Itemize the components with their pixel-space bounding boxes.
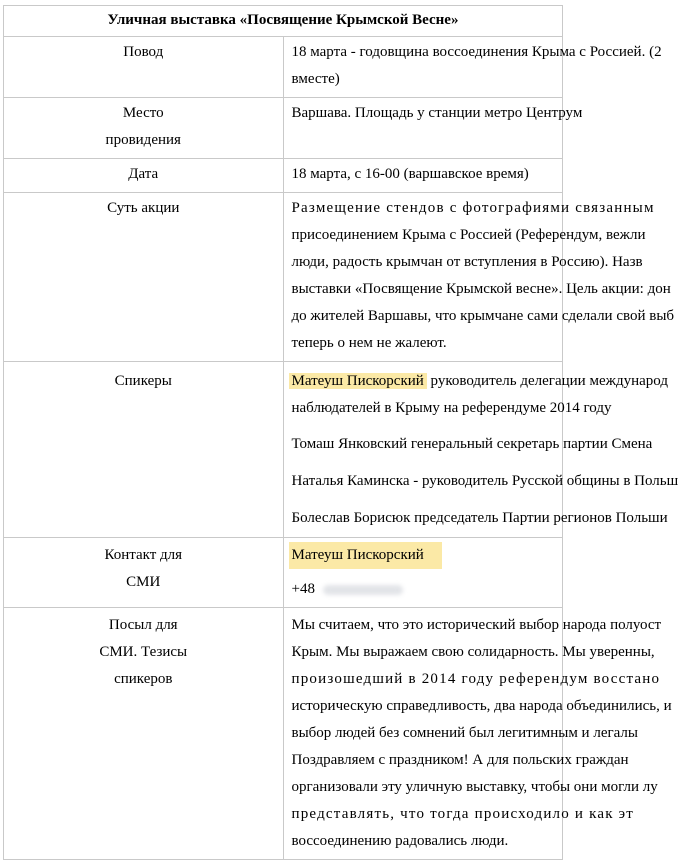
- label-message: [4, 608, 284, 860]
- speaker-line: [291, 368, 668, 395]
- speaker-role: руководитель делегации международ: [426, 373, 668, 389]
- value-essence: [283, 193, 675, 362]
- reason-line: 18 марта - годовщина воссоединения Крыма с Россией. (2: [291, 44, 662, 60]
- message-line: представлять, что тогда происходило и как эт: [291, 806, 635, 822]
- value-speakers: [283, 362, 678, 538]
- value-place: Варшава. Площадь у станции метро Центрум: [283, 98, 563, 159]
- speaker-name-highlight: Матеуш Пискорский: [289, 373, 427, 389]
- message-line: Поздравляем с праздником! А для польских граждан: [291, 752, 629, 768]
- essence-line: до жителей Варшавы, что крымчане сами сделали свой выб: [291, 308, 675, 324]
- speaker-line: наблюдателей в Крыму на референдуме 2014 году: [291, 400, 612, 416]
- label-place-line: провидения: [105, 132, 181, 148]
- message-line: организовали эту уличную выставку, чтобы они могли лу: [291, 779, 658, 795]
- value-contact: [283, 538, 563, 608]
- label-contact-line: СМИ: [126, 574, 161, 590]
- contact-phone: [292, 569, 557, 603]
- message-line: Мы считаем, что это исторический выбор народа полуост: [291, 617, 662, 633]
- essence-line: люди, радость крымчан от вступления в Россию). Назв: [291, 254, 643, 270]
- label-date: Дата: [4, 159, 284, 193]
- label-speakers: Спикеры: [4, 362, 284, 538]
- label-message-line: спикеров: [114, 671, 173, 687]
- contact-name-highlight: Матеуш Пискорский: [289, 542, 442, 569]
- contact-name-line: [292, 542, 557, 569]
- label-place-line: Место: [122, 105, 164, 121]
- phone-prefix: +48: [291, 581, 315, 597]
- value-date: 18 марта, с 16-00 (варшавское время): [283, 159, 563, 193]
- message-line: Крым. Мы выражаем свою солидарность. Мы уверенны,: [291, 644, 655, 660]
- label-place: [4, 98, 284, 159]
- row-message: [4, 608, 563, 860]
- speaker-line: Томаш Янковский генеральный секретарь партии Смена: [291, 436, 653, 452]
- speaker-line: Болеслав Борисюк председатель Партии регионов Польши: [291, 510, 668, 526]
- speaker-line: Наталья Каминска - руководитель Русской общины в Польш: [291, 473, 678, 489]
- row-contact: [4, 538, 563, 608]
- essence-line: присоединением Крыма с Россией (Референдум, вежли: [291, 227, 646, 243]
- value-reason: [283, 37, 662, 98]
- row-reason: [4, 37, 563, 98]
- essence-line: теперь о нем не жалеют.: [291, 335, 447, 351]
- message-line: историческую справедливость, два народа объединились, и: [291, 698, 672, 714]
- message-line: выбор людей без сомнений был легитимным и легалы: [291, 725, 638, 741]
- redacted-phone: [323, 585, 403, 595]
- row-essence: [4, 193, 563, 362]
- document-sheet: [3, 5, 678, 849]
- message-line: произошедший в 2014 году референдум восстано: [291, 671, 661, 687]
- essence-line: выставки «Посвящение Крымской весне». Цель акции: дон: [291, 281, 671, 297]
- label-contact-line: Контакт для: [104, 547, 183, 563]
- reason-line: вместе): [291, 71, 340, 87]
- event-table: [3, 5, 678, 860]
- label-message-line: СМИ. Тезисы: [99, 644, 188, 660]
- label-essence: Суть акции: [4, 193, 284, 362]
- label-message-line: Посыл для: [108, 617, 178, 633]
- essence-line: Размещение стендов с фотографиями связанным: [291, 200, 655, 216]
- label-contact: [4, 538, 284, 608]
- label-reason: Повод: [4, 37, 284, 98]
- row-speakers: [4, 362, 563, 538]
- message-line: воссоединению радовались люди.: [291, 833, 509, 849]
- table-title: Уличная выставка «Посвящение Крымской Весне»: [4, 6, 563, 37]
- title-row: [4, 6, 563, 37]
- row-date: [4, 159, 563, 193]
- value-message: [283, 608, 672, 860]
- row-place: [4, 98, 563, 159]
